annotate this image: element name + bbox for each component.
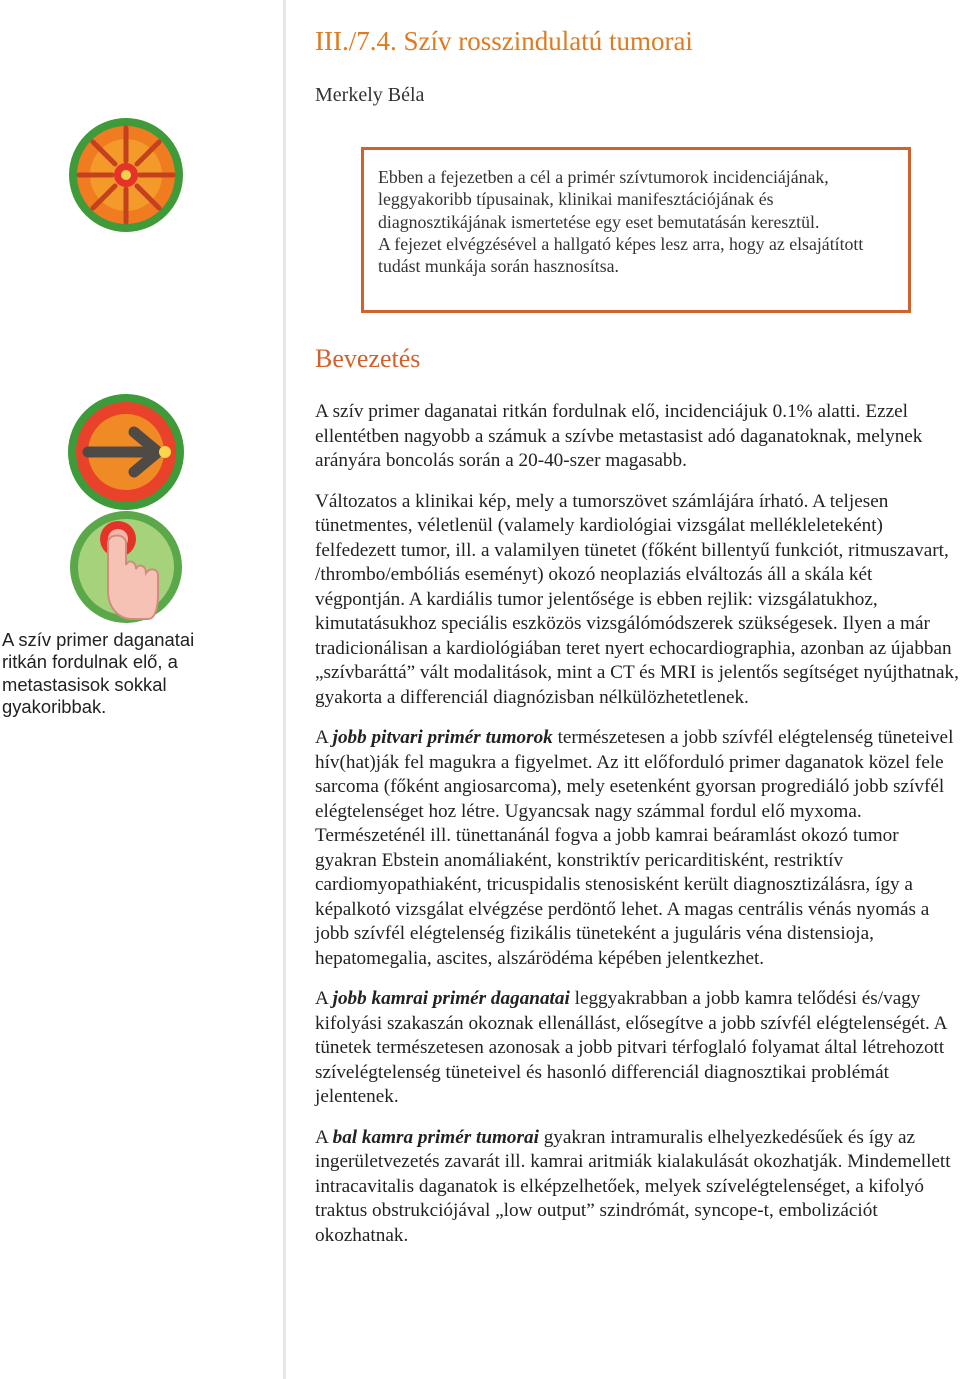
paragraph-incidence: A szív primer daganatai ritkán fordulnak elő, incidenciájuk 0.1% alatti. Ezzel ellentétben nagyobb a számuk a szívbe metastasist adó daganatoknak, melynek arányára boncolás során a 20-40-szer magasabb.	[315, 401, 923, 471]
paragraph-right-ventricle: A jobb kamrai primér daganatai leggyakrabban a jobb kamra telődési és/vagy kifolyási szakaszán okoznak ellenállást, elősegítve a jobb szívfél elégtelenségét. A tünetek természetesen azonosak a jobb pitvari térfoglaló folyamat által létrehozott szívelégtelenség tüneteivel és hasonló differenciál diagnosztikai problémát jelentenek.	[315, 988, 947, 1107]
term-right-atrium: jobb pitvari primér tumorok	[332, 727, 553, 748]
objectives-box	[361, 147, 911, 313]
paragraph-right-atrium: A jobb pitvari primér tumorok természetesen a jobb szívfél elégtelenség tüneteivel hív(hat)ják fel magukra a figyelmet. Az itt előforduló primer daganatok közel fele sarcoma (főként angiosarcoma), mely esetenként gyorsan progrediáló jobb szívfél elégtelenséget hoz létre. Ugyancsak nagy számmal fordul elő myxoma. Természeténél ill. tünettanánál fogva a jobb kamrai beáramlást okozó tumor gyakran Ebstein anomáliaként, konstriktív pericarditisként, restriktív cardiomyopathiaként, tricuspidalis stenosisként került diagnosztizálásra, így a képalkotó vizsgálat elvégzése perdöntő lehet. A magas centrális vénás nyomás a jobb szívfél elégtelenség fizikális tüneteként a juguláris véna distensioja, hepatomegalia, ascites, alszárödéma képében jelentkezhet.	[315, 727, 954, 969]
paragraph-clinical: Változatos a klinikai kép, mely a tumorszövet számlájára írható. A teljesen tünetmentes, véletlenül (valamely kardiológiai vizsgálat mellékleleteként) felfedezett tumor, ill. a valamilyen tünetet (főként billentyű funkciót, ritmuszavart, /thrombo/embóliás eseményt) okozó neoplaziás elváltozás áll a skála két végpontján. A kardiális tumor jelentősége is ebben rejlik: vizsgálatukhoz, kimutatásukhoz speciális eszközös vizsgálómódszerek szükségesek. Ilyen a már tradicionálisan a kardiológiában teret nyert echocardiographia, azonban az újabban „szívbaráttá” vált modalitások, mint a CT és MRI is jelentős segítséget nyújthatnak, gyakorta a differenciál diagnózisban nélkülözhetetlenek.	[315, 490, 959, 708]
author-name: Merkely Béla	[315, 84, 425, 106]
objectives-outcome: A fejezet elvégzésével a hallgató képes lesz arra, hogy az elsajátított tudást munkája során hasznosítsa.	[378, 233, 864, 277]
term-right-ventricle: jobb kamrai primér daganatai	[332, 988, 570, 1009]
term-left-ventricle: bal kamra primér tumorai	[332, 1126, 539, 1148]
objectives-text: Ebben a fejezetben a cél a primér szívtumorok incidenciájának, leggyakoribb típusainak, klinikai manifesztációjának és diagnosztikájának ismertetése egy eset bemutatásán keresztül.	[378, 167, 829, 232]
target-compass-icon	[67, 116, 185, 239]
section-heading: Bevezetés	[315, 344, 421, 373]
column-divider	[283, 0, 286, 1379]
hand-pointer-icon	[66, 509, 186, 632]
page-title: III./7.4. Szív rosszindulatú tumorai	[315, 26, 693, 56]
side-note: A szív primer daganatai ritkán fordulnak elő, a metastasisok sokkal gyakoribbak.	[2, 629, 195, 717]
paragraph-left-ventricle: A bal kamra primér tumorai gyakran intramuralis elhelyezkedésűek és így az ingerületvezetés zavarát ill. kamrai aritmiák kialakulását okozhatják. Mindemellett intracavitalis daganatok is elképzelhetőek, melyek szívelégtelenséget, a kifolyó traktus obstrukciójával „low output” szindrómát, syncope-t, embolizációt okozhatnak.	[315, 1126, 951, 1246]
main-content	[315, 400, 960, 1264]
arrow-right-icon	[66, 392, 186, 517]
